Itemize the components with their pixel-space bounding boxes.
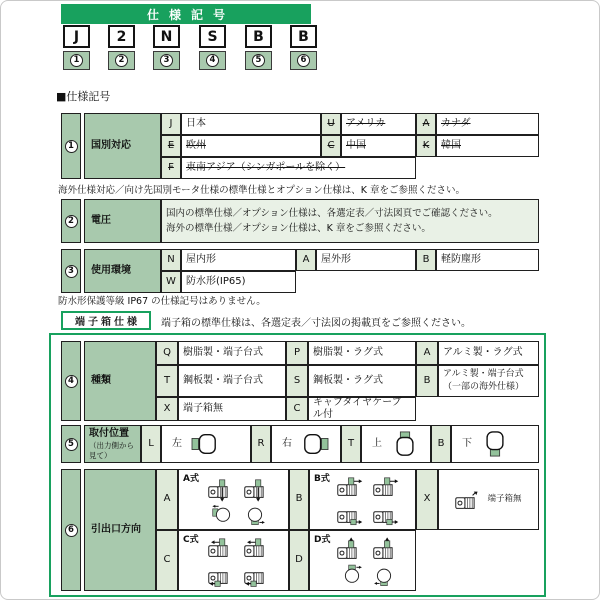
terminal-box-section-note: 端子箱の標準仕様は、各選定表／寸法図の掲載頁をご参照ください。 xyxy=(161,318,471,329)
motor-side-outlet-right-icon xyxy=(337,474,363,500)
env-code-n: N xyxy=(161,249,181,271)
row2-label: 電圧 xyxy=(84,199,161,243)
type-code-s: S xyxy=(286,365,308,397)
type-code-p: P xyxy=(286,341,308,365)
mount-right-text: 右 xyxy=(282,437,292,449)
motor-front-outlet-right-icon xyxy=(244,503,266,525)
motor-front-box-right-icon xyxy=(300,431,330,457)
code-letter-box-6: B xyxy=(290,25,317,48)
outlet-c-style-label: C式 xyxy=(183,535,199,545)
type-code-x: X xyxy=(156,397,178,421)
country-europe: 欧州 xyxy=(181,135,321,157)
voltage-note-line1: 国内の標準仕様／オプション仕様は、各選定表／寸法図頁でご確認ください。 xyxy=(166,207,498,219)
type-steel-lug: 鋼板製・ラグ式 xyxy=(308,365,416,397)
env-indoor: 屋内形 xyxy=(181,249,296,271)
env-dustproof: 軽防塵形 xyxy=(436,249,539,271)
outlet-a-style-label: A式 xyxy=(183,474,199,484)
type-code-b: B xyxy=(416,365,438,397)
row2-number-cell xyxy=(61,199,81,243)
outlet-c-diagram-cell xyxy=(178,530,289,591)
circled-number-icon: 2 xyxy=(65,215,78,228)
type-code-c: C xyxy=(286,397,308,421)
motor-side-outlet-down-icon xyxy=(244,476,270,502)
env-code-a: A xyxy=(296,249,316,271)
country-code-u: U xyxy=(321,113,341,135)
code-letter-box-2: 2 xyxy=(108,25,135,48)
env-outdoor: 屋外形 xyxy=(316,249,416,271)
type-cabtyre-cable: キャブタイヤケーブル付 xyxy=(308,397,416,421)
type-alumi-terminal-line2: （一部の海外仕様） xyxy=(443,381,525,392)
outlet-x-diagram-cell xyxy=(438,469,539,530)
outlet-a-diagram-cell xyxy=(178,469,289,530)
circled-number-icon: 3 xyxy=(65,265,78,278)
mount-bottom-cell xyxy=(451,425,539,463)
circled-number-icon: 5 xyxy=(65,438,78,451)
outlet-code-a: A xyxy=(156,469,178,530)
outlet-b-diagram-cell xyxy=(309,469,416,530)
terminal-box-section-title: 端子箱仕様 xyxy=(61,311,151,330)
voltage-note-cell xyxy=(161,199,539,243)
motor-front-box-left-icon xyxy=(190,431,220,457)
mount-code-t: T xyxy=(341,425,361,463)
outlet-code-b: B xyxy=(289,469,309,530)
outlet-d-diagram-cell xyxy=(309,530,416,591)
country-southeast-asia: 東南アジア（シンガポールを除く） xyxy=(181,157,416,179)
circled-number-icon: 6 xyxy=(297,54,310,67)
circled-number-icon: 6 xyxy=(65,524,78,537)
digit-box-2 xyxy=(108,51,135,70)
circled-number-icon: 3 xyxy=(160,54,173,67)
digit-box-6 xyxy=(290,51,317,70)
country-code-f: F xyxy=(161,157,181,179)
motor-front-outlet-left-icon xyxy=(212,503,234,525)
circled-number-icon: 1 xyxy=(65,140,78,153)
motor-front-outlet-bottom-icon xyxy=(373,564,395,586)
motor-front-box-bottom-icon xyxy=(480,431,510,457)
outlet-d-diagrams xyxy=(321,536,414,586)
outlet-a-diagrams xyxy=(190,475,287,525)
country-canada: カナダ xyxy=(436,113,539,135)
outlet-b-diagrams xyxy=(321,473,414,527)
row5-number-cell xyxy=(61,425,81,463)
type-alumi-terminal xyxy=(438,365,539,397)
row6-label: 引出口方向 xyxy=(84,469,156,591)
mount-left-cell xyxy=(161,425,251,463)
motor-side-outlet-left-bottom-icon xyxy=(244,562,270,588)
digit-box-1 xyxy=(63,51,90,70)
ip67-note: 防水形保護等級 IP67 の仕様記号はありません。 xyxy=(58,296,266,307)
row5-sublabel: （出力側から見て） xyxy=(89,441,134,460)
type-resin-terminal: 樹脂製・端子台式 xyxy=(178,341,286,365)
outlet-code-d: D xyxy=(289,530,309,591)
circled-number-icon: 4 xyxy=(65,375,78,388)
outlet-d-style-label: D式 xyxy=(314,535,331,545)
row3-label: 使用環境 xyxy=(84,249,161,293)
digit-box-3 xyxy=(153,51,180,70)
country-china: 中国 xyxy=(341,135,416,157)
row5-label-cell xyxy=(84,425,141,463)
row6-number-cell xyxy=(61,469,81,591)
mount-left-text: 左 xyxy=(172,437,182,449)
row5-label: 取付位置 xyxy=(89,427,129,439)
type-alumi-terminal-line1: アルミ製・端子台式 xyxy=(443,369,524,380)
country-code-e: E xyxy=(161,135,181,157)
env-code-b: B xyxy=(416,249,436,271)
code-letter-box-4: S xyxy=(199,25,226,48)
motor-side-outlet-right-bottom-icon xyxy=(337,501,363,527)
motor-side-outlet-right-icon xyxy=(373,474,399,500)
type-steel-terminal: 鋼板製・端子台式 xyxy=(178,365,286,397)
circled-number-icon: 5 xyxy=(252,54,265,67)
country-code-a: A xyxy=(416,113,436,135)
spec-code-title-bar xyxy=(61,4,311,24)
type-no-terminal-box: 端子箱無 xyxy=(178,397,286,421)
outlet-b-style-label: B式 xyxy=(314,474,330,484)
type-alumi-lug: アルミ製・ラグ式 xyxy=(438,341,539,365)
mount-top-text: 上 xyxy=(372,437,382,449)
type-resin-lug: 樹脂製・ラグ式 xyxy=(308,341,416,365)
row1-label: 国別対応 xyxy=(84,113,161,179)
motor-side-outlet-left-icon xyxy=(244,535,270,561)
env-waterproof: 防水形(IP65) xyxy=(181,271,296,293)
mount-top-cell xyxy=(361,425,431,463)
code-letter-box-1: J xyxy=(63,25,90,48)
digit-box-4 xyxy=(199,51,226,70)
motor-side-outlet-right-bottom-icon xyxy=(373,501,399,527)
motor-side-outlet-up-icon xyxy=(337,537,363,563)
country-code-j: J xyxy=(161,113,181,135)
motor-side-outlet-down-icon xyxy=(208,476,234,502)
motor-side-outlet-left-icon xyxy=(208,535,234,561)
code-letter-box-5: B xyxy=(245,25,272,48)
type-code-q: Q xyxy=(156,341,178,365)
circled-number-icon: 4 xyxy=(206,54,219,67)
mount-right-cell xyxy=(271,425,341,463)
mount-code-b: B xyxy=(431,425,451,463)
mount-code-r: R xyxy=(251,425,271,463)
spec-section-heading: ■仕様記号 xyxy=(56,90,111,103)
outlet-x-text: 端子箱無 xyxy=(487,494,522,505)
motor-side-outlet-left-bottom-icon xyxy=(208,562,234,588)
spec-code-title: 仕様記号 xyxy=(146,7,235,22)
outlet-c-diagrams xyxy=(190,534,287,588)
country-code-k: K xyxy=(416,135,436,157)
motor-front-outlet-top-icon xyxy=(341,564,363,586)
row4-label: 種類 xyxy=(84,341,156,421)
circled-number-icon: 1 xyxy=(70,54,83,67)
type-code-t: T xyxy=(156,365,178,397)
mount-code-l: L xyxy=(141,425,161,463)
mount-bottom-text: 下 xyxy=(462,437,472,449)
overseas-spec-note: 海外仕様対応／向け先国別モータ仕様の標準仕様とオプション仕様は、K 章をご参照ください。 xyxy=(58,185,466,196)
code-letter-box-3: N xyxy=(153,25,180,48)
row3-number-cell xyxy=(61,249,81,293)
env-code-w: W xyxy=(161,271,181,293)
motor-side-no-terminal-box-icon xyxy=(455,487,481,513)
outlet-code-x: X xyxy=(416,469,438,530)
country-japan: 日本 xyxy=(181,113,321,135)
outlet-code-c: C xyxy=(156,530,178,591)
row1-number-cell xyxy=(61,113,81,179)
type-code-a: A xyxy=(416,341,438,365)
country-korea: 韓国 xyxy=(436,135,539,157)
motor-side-outlet-up-icon xyxy=(373,537,399,563)
motor-front-box-top-icon xyxy=(390,431,420,457)
country-code-c: C xyxy=(321,135,341,157)
digit-box-5 xyxy=(245,51,272,70)
voltage-note-line2: 海外の標準仕様／オプション仕様は、K 章をご参照ください。 xyxy=(166,222,431,234)
row4-number-cell xyxy=(61,341,81,421)
country-usa: アメリカ xyxy=(341,113,416,135)
circled-number-icon: 2 xyxy=(115,54,128,67)
